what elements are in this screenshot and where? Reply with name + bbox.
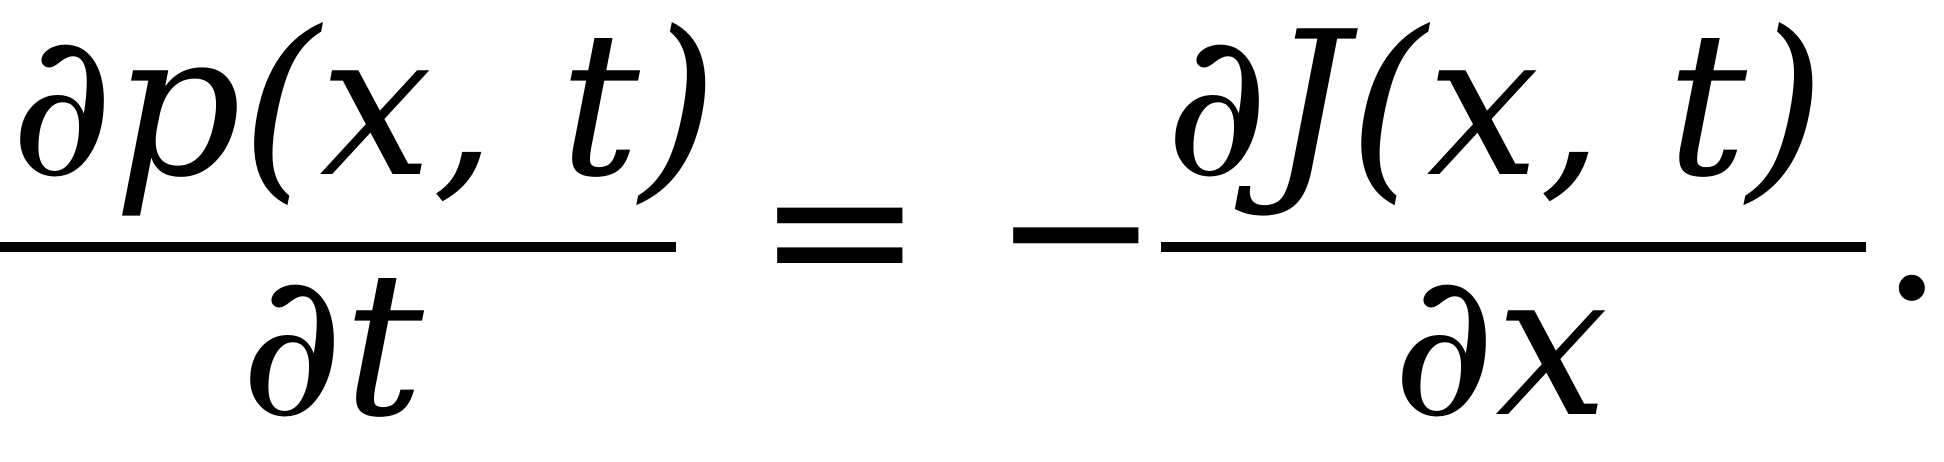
lhs-denominator: ∂t	[240, 229, 424, 462]
equals-sign: =	[756, 113, 924, 346]
rhs-denominator: ∂x	[1392, 229, 1609, 462]
rhs-numerator: ∂J(x, t)	[1165, 0, 1825, 222]
minus-sign: −	[992, 113, 1160, 346]
lhs-numerator: ∂p(x, t)	[10, 0, 718, 222]
period: .	[1880, 113, 1944, 346]
